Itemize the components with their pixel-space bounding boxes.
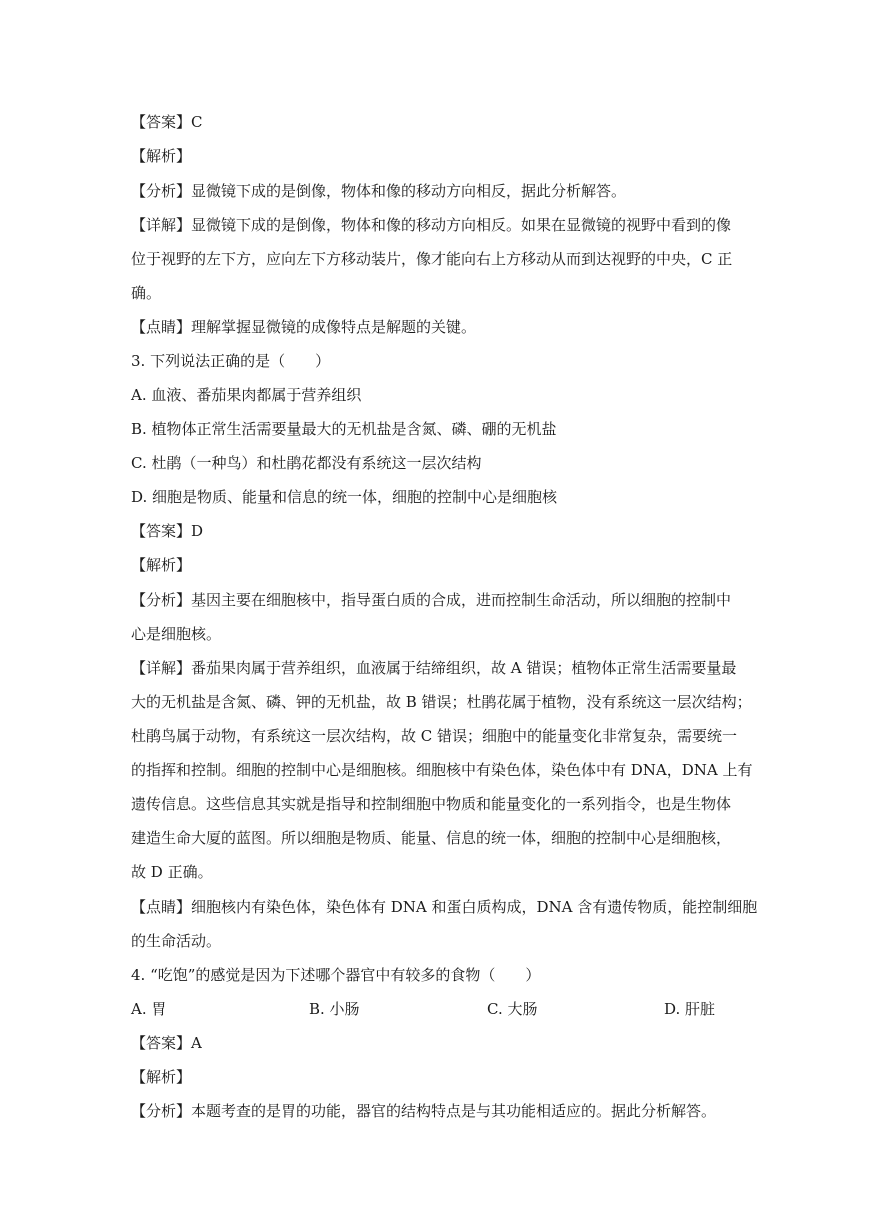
q2-xiangjie-line-3: 确。 — [131, 284, 162, 302]
q3-option-c: C. 杜鹃（一种鸟）和杜鹃花都没有系统这一层次结构 — [131, 454, 482, 472]
q4-stem: 4. “吃饱”的感觉是因为下述哪个器官中有较多的食物（ ） — [131, 966, 541, 984]
q2-fenxi: 【分析】显微镜下成的是倒像，物体和像的移动方向相反，据此分析解答。 — [131, 182, 627, 200]
q3-fenxi-line-1: 【分析】基因主要在细胞核中，指导蛋白质的合成，进而控制生命活动，所以细胞的控制中 — [131, 591, 732, 609]
q3-xiangjie-line-5: 遗传信息。这些信息其实就是指导和控制细胞中物质和能量变化的一系列指令，也是生物体 — [131, 795, 732, 813]
q3-answer: 【答案】D — [131, 522, 204, 540]
q4-option-b: B. 小肠 — [309, 1000, 360, 1018]
q2-dianjing: 【点睛】理解掌握显微镜的成像特点是解题的关键。 — [131, 318, 477, 336]
q3-option-d: D. 细胞是物质、能量和信息的统一体，细胞的控制中心是细胞核 — [131, 488, 558, 506]
q3-fenxi-line-2: 心是细胞核。 — [131, 625, 222, 643]
q3-xiangjie-line-6: 建造生命大厦的蓝图。所以细胞是物质、能量、信息的统一体，细胞的控制中心是细胞核， — [131, 829, 732, 847]
q3-option-b: B. 植物体正常生活需要量最大的无机盐是含氮、磷、硼的无机盐 — [131, 420, 557, 438]
q2-xiangjie-line-2: 位于视野的左下方，应向左下方移动装片，像才能向右上方移动从而到达视野的中央，C 正 — [131, 250, 733, 268]
q3-xiangjie-line-1: 【详解】番茄果肉属于营养组织，血液属于结缔组织，故 A 错误；植物体正常生活需要量最 — [131, 659, 737, 677]
q2-answer: 【答案】C — [131, 113, 203, 131]
q3-stem: 3. 下列说法正确的是（ ） — [131, 352, 331, 370]
q4-fenxi: 【分析】本题考查的是胃的功能，器官的结构特点是与其功能相适应的。据此分析解答。 — [131, 1102, 717, 1120]
q3-option-a: A. 血液、番茄果肉都属于营养组织 — [131, 386, 362, 404]
q2-analysis-heading: 【解析】 — [131, 147, 192, 165]
q3-dianjing-line-2: 的生命活动。 — [131, 932, 222, 950]
q4-option-a: A. 胃 — [131, 1000, 167, 1018]
q2-xiangjie-line-1: 【详解】显微镜下成的是倒像，物体和像的移动方向相反。如果在显微镜的视野中看到的像 — [131, 216, 732, 234]
q4-answer: 【答案】A — [131, 1034, 202, 1052]
q4-option-c: C. 大肠 — [487, 1000, 538, 1018]
q3-xiangjie-line-4: 的指挥和控制。细胞的控制中心是细胞核。细胞核中有染色体，染色体中有 DNA，DNA 上有 — [131, 761, 753, 779]
q4-analysis-heading: 【解析】 — [131, 1068, 192, 1086]
q3-analysis-heading: 【解析】 — [131, 556, 192, 574]
q3-xiangjie-line-3: 杜鹃鸟属于动物，有系统这一层次结构，故 C 错误；细胞中的能量变化非常复杂，需要统一 — [131, 727, 738, 745]
q3-dianjing-line-1: 【点睛】细胞核内有染色体，染色体有 DNA 和蛋白质构成，DNA 含有遗传物质，能控制细胞 — [131, 898, 758, 916]
q4-options-row — [131, 999, 741, 1019]
q3-xiangjie-line-7: 故 D 正确。 — [131, 863, 213, 881]
q3-xiangjie-line-2: 大的无机盐是含氮、磷、钾的无机盐，故 B 错误；杜鹃花属于植物，没有系统这一层次结构； — [131, 693, 752, 711]
q4-option-d: D. 肝脏 — [664, 1000, 716, 1018]
